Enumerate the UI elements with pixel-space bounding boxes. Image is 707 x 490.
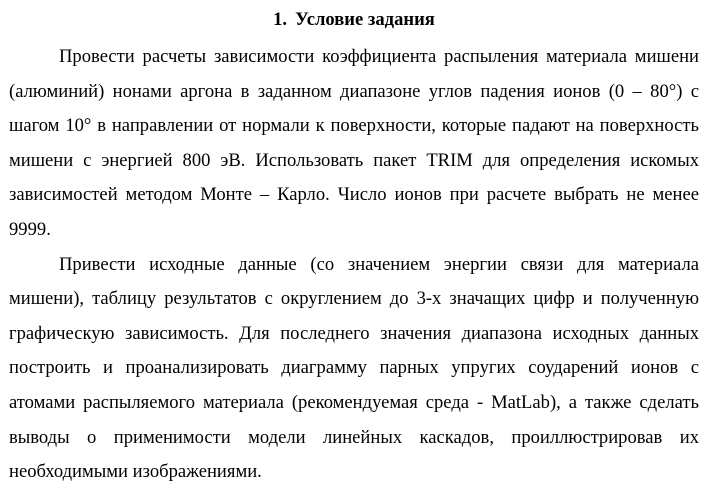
document-page bbox=[9, 7, 699, 490]
section-title: Условие задания bbox=[295, 9, 435, 30]
task-paragraph-1: Провести расчеты зависимости коэффициента распыления материала мишени (алюминий) нонами аргона в заданном диапазоне углов падения ионов (0 – 80°) с шагом 10° в направлении от нормали к поверхности, которые падают на поверхность мишени с энергией 800 эВ. Использовать пакет TRIM для определения искомых зависимостей методом Монте – Карло. Число ионов при расчете выбрать не менее 9999. bbox=[9, 46, 699, 240]
section-heading bbox=[9, 7, 699, 33]
task-paragraph-2: Привести исходные данные (со значением энергии связи для материала мишени), таблицу результатов с округлением до 3-х значащих цифр и полученную графическую зависимость. Для последнего значения диапазона исходных данных построить и проанализировать диаграмму парных упругих соударений ионов с атомами распыляемого материала (рекомендуемая среда - MatLab), а также сделать выводы о применимости модели линейных каскадов, проиллюстрировав их необходимыми изображениями. bbox=[9, 253, 699, 483]
section-number: 1. bbox=[273, 9, 288, 30]
